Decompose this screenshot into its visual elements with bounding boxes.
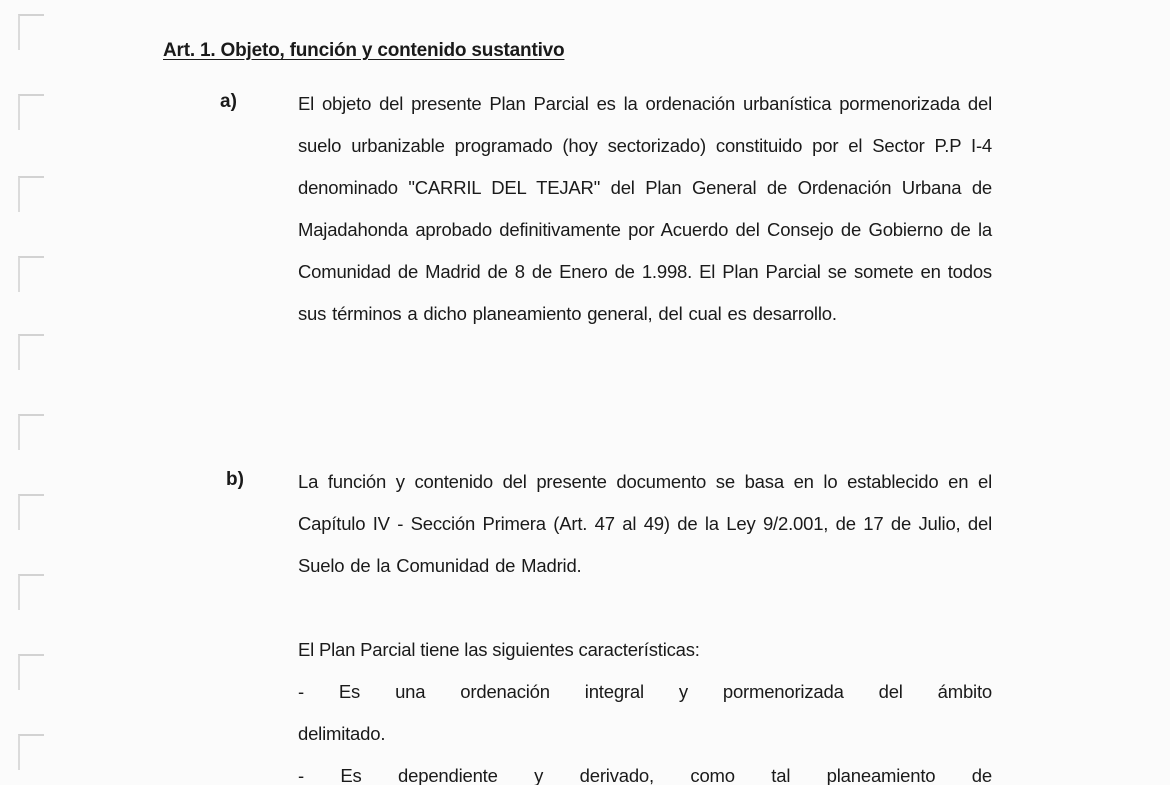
binding-mark xyxy=(18,94,44,130)
item-b-bullet-1-continuation: delimitado. xyxy=(298,723,386,744)
binding-mark xyxy=(18,734,44,770)
item-b-bullet-1: - Es una ordenación integral y pormenorizada del ámbito xyxy=(298,681,992,702)
binding-mark xyxy=(18,414,44,450)
item-a-label: a) xyxy=(220,91,237,112)
article-heading: Art. 1. Objeto, función y contenido sustantivo xyxy=(163,40,565,61)
binding-mark xyxy=(18,256,44,292)
binding-mark xyxy=(18,334,44,370)
item-b-bullet-2: - Es dependiente y derivado, como tal planeamiento de xyxy=(298,765,992,785)
binding-mark xyxy=(18,176,44,212)
item-b-label: b) xyxy=(226,469,244,490)
binding-holes xyxy=(18,0,48,785)
binding-mark xyxy=(18,14,44,50)
binding-mark xyxy=(18,654,44,690)
binding-mark xyxy=(18,574,44,610)
item-b-paragraph: La función y contenido del presente documento se basa en lo establecido en el Capítulo IV - Sección Primera (Art. 47 al 49) de la Ley 9/2.001, de 17 de Julio, del Suelo de la Comunidad de Madrid. xyxy=(298,471,992,576)
item-b-intro: El Plan Parcial tiene las siguientes características: xyxy=(298,639,700,660)
binding-mark xyxy=(18,494,44,530)
item-a-paragraph: El objeto del presente Plan Parcial es la ordenación urbanística pormenorizada del suelo urbanizable programado (hoy sectorizado) constituido por el Sector P.P I-4 denominado "CARRIL DEL TEJAR" del Plan General de Ordenación Urbana de Majadahonda aprobado definitivamente por Acuerdo del Consejo de Gobierno de la Comunidad de Madrid de 8 de Enero de 1.998. El Plan Parcial se somete en todos sus términos a dicho planeamiento general, del cual es desarrollo. xyxy=(298,93,992,324)
